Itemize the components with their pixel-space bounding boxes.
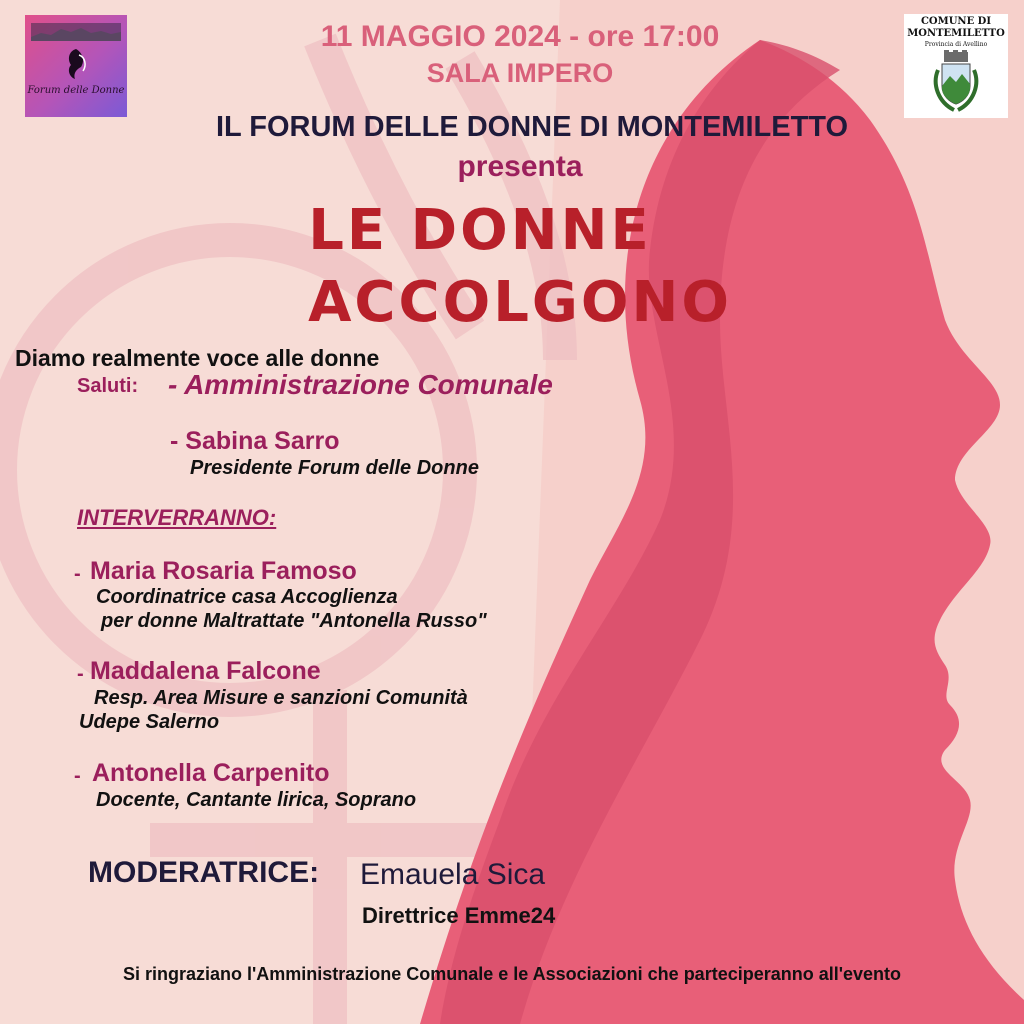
- event-title-line1: LE DONNE: [308, 198, 652, 263]
- speaker-role-line1: Coordinatrice casa Accoglienza: [96, 586, 398, 608]
- greetings-speaker-role: Presidente Forum delle Donne: [190, 457, 479, 479]
- moderator-name: Emauela Sica: [360, 858, 546, 891]
- comune-logo-line2: MONTEMILETTO: [907, 28, 1005, 39]
- presents-text: presenta: [457, 150, 583, 183]
- moderator-label: MODERATRICE:: [88, 856, 320, 889]
- speaker-role-line2: Udepe Salerno: [79, 711, 220, 733]
- speaker-name: Maria Rosaria Famoso: [90, 557, 357, 585]
- speaker-dash: -: [74, 563, 81, 585]
- thanks-footer: Si ringraziano l'Amministrazione Comunale e le Associazioni che parteciperanno all'evento: [122, 964, 902, 984]
- greetings-label: Saluti:: [77, 375, 139, 397]
- organizer-name: IL FORUM DELLE DONNE DI MONTEMILETTO: [215, 111, 849, 143]
- event-title-line2: ACCOLGONO: [308, 270, 732, 335]
- greetings-administration: - Amministrazione Comunale: [168, 369, 553, 400]
- speakers-heading: INTERVERRANNO:: [77, 505, 277, 530]
- moderator-role: Direttrice Emme24: [362, 903, 556, 928]
- speaker-dash: -: [77, 663, 84, 685]
- speaker-name: Antonella Carpenito: [92, 759, 330, 787]
- speaker-role-line1: Resp. Area Misure e sanzioni Comunità: [94, 687, 468, 709]
- comune-logo-line3: Provincia di Avellino: [924, 41, 988, 48]
- event-date-time: 11 MAGGIO 2024 - ore 17:00: [320, 20, 720, 53]
- speaker-role-line2: per donne Maltrattate "Antonella Russo": [101, 610, 487, 632]
- speaker-name: Maddalena Falcone: [90, 657, 321, 685]
- comune-logo-line1: COMUNE DI: [920, 16, 992, 27]
- tagline: Diamo realmente voce alle donne: [15, 345, 380, 371]
- speaker-role-line1: Docente, Cantante lirica, Soprano: [96, 789, 417, 811]
- logo-left-text: Forum delle Donne: [27, 85, 125, 96]
- greetings-speaker-name: - Sabina Sarro: [170, 427, 340, 455]
- speaker-dash: -: [74, 765, 81, 787]
- event-venue: SALA IMPERO: [426, 58, 614, 88]
